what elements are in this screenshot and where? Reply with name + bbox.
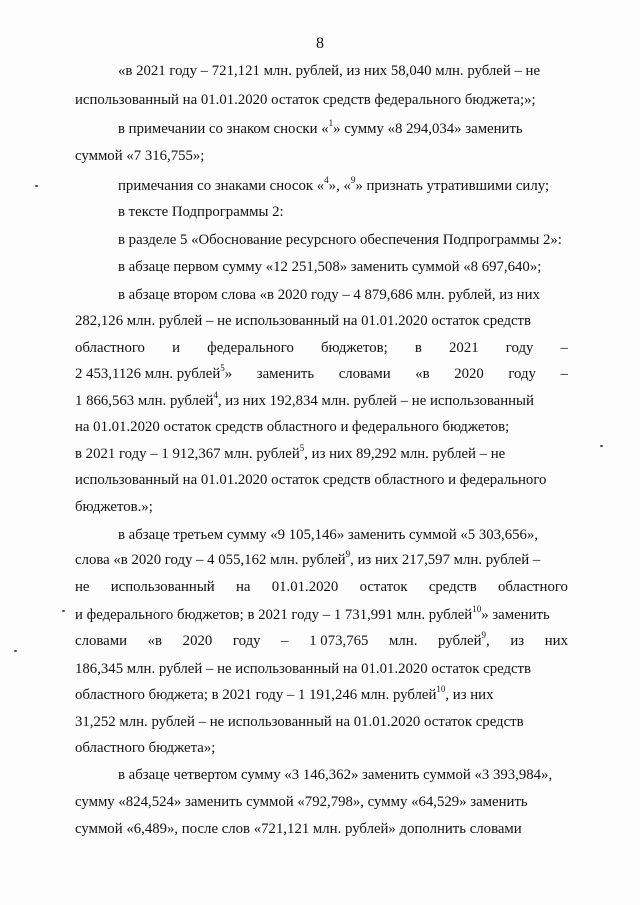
text-segment: слова «в 2020 году – 4 055,162 млн. рублей [75, 552, 346, 568]
text-segment: в примечании со знаком сноски « [118, 121, 329, 137]
word: 1 073,765 [309, 633, 369, 649]
text-line-29: суммой «6,489», после слов «721,121 млн. рублей» дополнить словами [75, 821, 522, 837]
word: федерального [207, 340, 294, 356]
text-segment: рублей [438, 633, 482, 649]
text-segment: и федерального бюджетов; в 2021 году – 1 731,991 млн. рублей [75, 607, 473, 623]
word: в [414, 340, 422, 356]
word: – [560, 340, 568, 356]
text-line-4: суммой «7 316,755»; [75, 148, 205, 164]
word [75, 365, 232, 383]
footnote-ref: 9 [350, 175, 356, 186]
word: словами [338, 366, 391, 382]
word: из [510, 633, 525, 649]
text-line-21 [75, 606, 550, 624]
footnote-ref: 1 [328, 118, 334, 129]
text-segment: 1 866,563 млн. рублей [75, 393, 214, 409]
scan-speck [35, 185, 38, 187]
scan-speck [600, 445, 603, 447]
text-line-26: областного бюджета»; [75, 740, 216, 756]
text-segment: в 2021 году – 1 912,367 млн. рублей [75, 446, 300, 462]
text-line-24 [75, 686, 494, 704]
footnote-ref: 5 [299, 443, 305, 454]
text-segment: , из них 217,597 млн. рублей – [350, 552, 541, 568]
text-line-8: в абзаце первом сумму «12 251,508» заменить суммой «8 697,640»; [118, 259, 542, 275]
text-line-15 [75, 445, 505, 463]
word: не [75, 579, 90, 595]
footnote-ref: 10 [436, 684, 446, 695]
text-line-17: бюджетов.»; [75, 499, 153, 515]
text-segment: областного бюджета; в 2021 году – 1 191,246 млн. рублей [75, 687, 437, 703]
word: году [232, 633, 261, 649]
text-segment: » заменить [481, 607, 550, 623]
text-line-2: использованный на 01.01.2020 остаток средств федерального бюджета;»; [75, 92, 536, 108]
text-line-18: в абзаце третьем сумму «9 105,146» заменить суммой «5 303,656», [118, 527, 539, 543]
scan-speck [14, 650, 17, 652]
text-line-25: 31,252 млн. рублей – не использованный на 01.01.2020 остаток средств [75, 714, 524, 730]
word: 2020 [454, 366, 484, 382]
word: остаток [359, 579, 408, 595]
footnote-ref: 9 [345, 549, 351, 560]
word: – [281, 633, 289, 649]
word: бюджетов; [321, 340, 388, 356]
word: – [560, 366, 568, 382]
word: на [235, 579, 251, 595]
text-segment: , [485, 633, 490, 649]
word: использованный [110, 579, 215, 595]
text-line-7: в разделе 5 «Обоснование ресурсного обеспечения Подпрограммы 2»: [118, 232, 562, 248]
word: «в [415, 366, 430, 382]
footnote-ref: 4 [324, 175, 329, 186]
word: млн. [389, 633, 418, 649]
word: заменить [256, 366, 315, 382]
text-line-19 [75, 551, 540, 569]
text-segment: , из них 89,292 млн. рублей – не [304, 446, 506, 462]
footnote-ref: 5 [220, 363, 225, 374]
text-line-20 [75, 578, 568, 596]
footnote-ref: 4 [213, 390, 218, 401]
text-line-12 [75, 365, 568, 383]
text-line-22 [75, 632, 568, 650]
text-line-14: на 01.01.2020 остаток средств областного и федерального бюджетов; [75, 419, 510, 435]
scan-speck [62, 610, 65, 612]
text-line-10: 282,126 млн. рублей – не использованный на 01.01.2020 остаток средств [75, 313, 532, 329]
text-line-13 [75, 392, 534, 410]
text-line-1: «в 2021 году – 721,121 млн. рублей, из них 58,040 млн. рублей – не [118, 63, 541, 79]
text-segment: , из них 192,834 млн. рублей – не использованный [217, 393, 534, 409]
page-number: 8 [316, 35, 324, 52]
text-segment: примечания со знаками сносок « [118, 178, 325, 194]
word: них [544, 633, 568, 649]
text-line-28: сумму «824,524» заменить суммой «792,798», сумму «64,529» заменить [75, 794, 528, 810]
text-line-3 [118, 120, 523, 138]
word: областного [75, 340, 145, 356]
word: 01.01.2020 [271, 579, 339, 595]
word [438, 632, 490, 650]
text-segment: » признать утратившими силу; [355, 178, 550, 194]
footnote-ref: 10 [472, 604, 482, 615]
word: 2021 [449, 340, 479, 356]
text-line-27: в абзаце четвертом сумму «3 146,362» заменить суммой «3 393,984», [118, 767, 553, 783]
text-line-9: в абзаце втором слова «в 2020 году – 4 879,686 млн. рублей, из них [118, 287, 540, 303]
text-line-5 [118, 177, 549, 195]
text-line-16: использованный на 01.01.2020 остаток средств областного и федерального [75, 472, 547, 488]
footnote-ref: 9 [481, 630, 486, 641]
text-segment: » сумму «8 294,034» заменить [333, 121, 523, 137]
text-line-6: в тексте Подпрограммы 2: [118, 204, 284, 220]
word: 2020 [182, 633, 213, 649]
word: и [172, 340, 181, 356]
word: областного [497, 579, 568, 595]
text-segment: » [224, 366, 233, 382]
word: году [505, 340, 534, 356]
word: словами [75, 633, 127, 649]
text-line-11 [75, 339, 568, 357]
word: году [508, 366, 536, 382]
word: «в [147, 633, 163, 649]
text-segment: , из них [445, 687, 494, 703]
text-segment: », « [328, 178, 351, 194]
text-line-23: 186,345 млн. рублей – не использованный на 01.01.2020 остаток средств [75, 661, 532, 677]
word: средств [428, 579, 477, 595]
text-segment: 2 453,1126 млн. рублей [75, 366, 221, 382]
